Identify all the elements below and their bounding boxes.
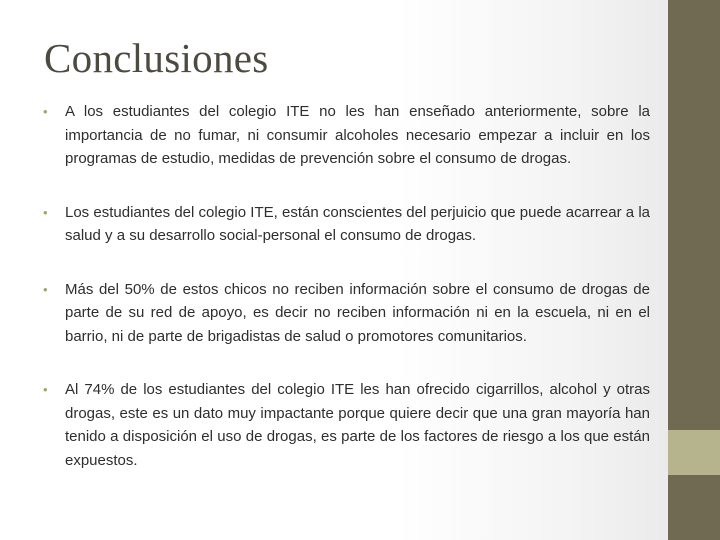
bullet-item xyxy=(32,201,650,248)
bullet-icon: • xyxy=(43,104,48,119)
bullet-text: Al 74% de los estudiantes del colegio ITE les han ofrecido cigarrillos, alcohol y otras drogas, este es un dato muy impactante porque quiere decir que una gran mayoría han tenido a disposición el uso de drogas, es parte de los factores de riesgo a los que están expuestos. xyxy=(65,381,650,469)
bullet-icon: • xyxy=(43,204,48,220)
bullet-text: A los estudiantes del colegio ITE no les han enseñado anteriormente, sobre la importancia de no fumar, ni consumir alcoholes necesario empezar a incluir en los programas de estudio, medidas de prevención sobre el consumo de drogas. xyxy=(65,103,650,167)
bullet-item xyxy=(32,378,650,472)
bullet-item xyxy=(32,278,650,349)
bullet-text: Los estudiantes del colegio ITE, están conscientes del perjuicio que puede acarrear a la salud y a su desarrollo social-personal el consumo de drogas. xyxy=(65,203,650,244)
bullet-list xyxy=(32,100,650,502)
bullet-icon: • xyxy=(43,382,48,397)
bullet-item xyxy=(32,100,650,171)
side-accent xyxy=(668,430,720,475)
slide-title: Conclusiones xyxy=(44,35,269,81)
bullet-icon: • xyxy=(43,281,48,297)
bullet-text: Más del 50% de estos chicos no reciben información sobre el consumo de drogas de parte de su red de apoyo, es decir no reciben información ni en la escuela, ni en el barrio, ni de parte de brigadistas de salud o promotores comunitarios. xyxy=(65,280,650,345)
